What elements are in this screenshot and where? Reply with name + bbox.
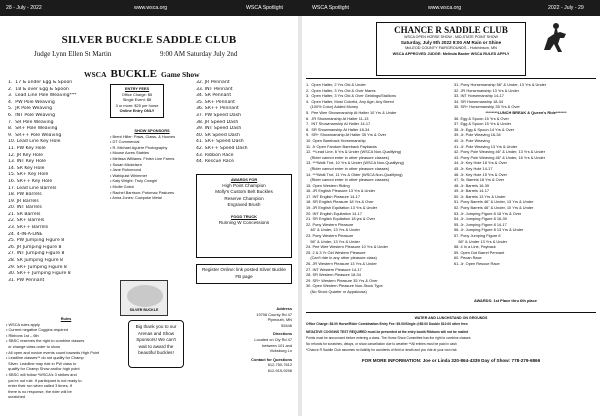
class-item: (Rider cannot enter in other pleasure classes)	[306, 154, 390, 160]
chance-r-location: McLEOD COUNTY FAIRGROUNDS - Hutchinson, MN	[405, 46, 497, 50]
rule-item: there is no response, the rider will be	[6, 388, 72, 394]
silver-buckle-judge: Judge Lynn Ellen St Martin	[34, 50, 112, 58]
class-item: 1. 17 & under Egg & Spoon	[8, 80, 73, 85]
rules-list	[6, 322, 126, 400]
chance-r-class-list-2	[454, 82, 598, 267]
left-site: www.wsca.org	[134, 5, 168, 11]
class-item: 10. Lead Line Key Hole	[8, 139, 61, 145]
class-item: 44. Jr. Key Hole 18 Yrs & Over	[454, 160, 507, 166]
class-item: (100% Color) Added Money	[306, 104, 359, 110]
sponsor-item: • Rachel Barrison: Potomac Pastures	[110, 189, 175, 195]
sponsors-heading: SHOW SPONSORS	[134, 128, 170, 133]
class-item: 7. SR Pole Weaving	[8, 119, 54, 125]
class-item: 22. SR+ Barrels	[8, 218, 45, 224]
register-text: Register Online: link posted Silver Buckle FB page	[201, 267, 286, 279]
class-item: 4. PW Pole Weaving	[8, 99, 55, 105]
class-item: 15. Open Western Riding	[306, 182, 350, 188]
address-heading: Address	[276, 306, 292, 311]
class-item: (No Stock Quarter or Appaloosa)	[306, 288, 367, 294]
water-notice: WATER AND LUNCHSTAND ON GROUNDS	[414, 316, 488, 320]
rule-item: or change class order to show	[6, 343, 61, 349]
entry-fee-line: Online Entry ONLY	[119, 108, 155, 114]
rule-item: qualify for Champ Show and/or high point	[6, 366, 80, 372]
class-item: 17. INT English Pleasure 14-17	[306, 193, 360, 199]
class-item: 56. Jr. Jumping Figure 8 13 Yrs & Under	[454, 227, 524, 233]
class-item: 33. INT Pennant	[196, 86, 233, 92]
class-item: 18. SR English Pleasure 18 Yrs & Over	[306, 199, 374, 205]
right-date: 2022 - July - 29	[548, 5, 584, 11]
class-item: 18. PW Barrels	[8, 192, 42, 198]
sponsor-item: • Susan Mickelsen	[110, 161, 142, 167]
class-item: (Rider cannot enter in other pleasure classes)	[306, 177, 390, 183]
silver-buckle-title: SILVER BUCKLE SADDLE CLUB	[61, 34, 237, 46]
class-item: 12. **Lead Line, 6 Yrs & Under (WSCA Non-Qualifying)	[306, 149, 402, 155]
class-item: 41. Jr. Pole Weaving 13 Yrs & Under	[454, 143, 518, 149]
class-item: 36. SR++ Pennant	[196, 106, 239, 112]
directions-line: Vicksburg Ln	[269, 348, 292, 354]
class-item: 32. JR Pennant	[196, 80, 230, 85]
right-site: www.wsca.org	[428, 5, 462, 11]
horse-rider-icon	[538, 20, 572, 56]
class-item: 11. PW Key Hole	[8, 145, 46, 151]
class-item: 5. Pee Wee Showmanship At Halter 10 Yrs & Under	[306, 109, 397, 115]
class-item: 6. JR Showmanship At Halter 11-13	[306, 115, 369, 121]
sponsor-item: • Melissa Williams: Finish Line Farms	[110, 155, 175, 161]
sponsor-item: • DT Commercial	[110, 139, 140, 145]
sponsor-item: • Moose Acres Stables	[110, 150, 149, 156]
address-block	[208, 306, 292, 374]
entry-fee-line: Office Charge: $5	[121, 91, 153, 97]
rule-item: • WSCA rules apply	[6, 321, 40, 327]
sponsor-item: • Brent Hiller: Paws, Claws, & Hooves	[110, 133, 176, 139]
class-item: 25. PW Jumping Figure 8	[8, 238, 65, 244]
awards-heading: AWARDS FOR	[230, 177, 258, 182]
class-item: 37. PW Speed Dash	[196, 112, 242, 118]
directions-line: Located on Cty Rd 47	[254, 336, 292, 342]
class-item: 44. Rescue Race	[196, 159, 234, 165]
class-item: 6. INT Pole Weaving	[8, 112, 56, 118]
class-item: (Can't ride in any other pleasure class)	[306, 255, 377, 261]
class-item: 30. Open Western Pleasure Non-Stock Type	[306, 283, 383, 289]
entry-fee-line: 3 or more: $25 per horse	[115, 102, 159, 108]
class-item: 23. Pony Western Pleasure	[306, 233, 354, 239]
rule-item: • SBSC reserves the right to combine classes	[6, 338, 85, 344]
rule-item: • Ribbons 1st – 6th	[6, 332, 39, 338]
address-line: 55446	[281, 322, 292, 328]
rule-item: enter their run when called 3 times. If	[6, 383, 72, 389]
class-item: 59. Open Dot Barrel Pennant	[454, 249, 505, 255]
register-box	[196, 264, 292, 284]
class-item: 8. SR+ Pole Weaving	[8, 126, 58, 132]
thanks-text: Big thank you to our Arenas and Show Sponsors! We can't wait to award the beautiful buckles!	[135, 324, 177, 356]
class-item: 58. 4 In a Line, Payback	[454, 244, 496, 250]
chance-r-header-box	[376, 22, 526, 76]
award-line: High Point Champion	[222, 182, 266, 188]
food-line: Running W Concessions	[218, 219, 270, 225]
logo-text: SILVER BUCKLE	[129, 308, 159, 312]
silver-buckle-page	[0, 18, 298, 414]
class-item: 9. SR++ Pole Weaving	[8, 132, 62, 138]
class-item: 27. INT Jumping Figure 8	[8, 251, 65, 257]
silver-buckle-time: 9:00 AM Saturday July 2nd	[160, 50, 238, 58]
footer-divider	[306, 312, 596, 313]
address-line: 19706 County Rd 47	[256, 311, 292, 317]
buckle-label: BUCKLE	[110, 68, 157, 80]
class-item: 16. SR++ Key Hole	[8, 178, 53, 184]
class-item: 52. Pony Barrels 46" & Under, 10 Yrs & Under	[454, 205, 534, 211]
class-item: 56" & Under, 13 Yrs & Under	[306, 238, 360, 244]
class-item: 33. INT Horsemanship 14-17	[454, 93, 504, 99]
class-item: 10. Open Bareback Horsemanship	[306, 137, 366, 143]
class-item: 19. JR Barrels	[8, 198, 39, 204]
rule-item: • Leadline classes** do not qualify for Champ	[6, 355, 84, 361]
rule-item: • SBSC will follow *WSCA's 3 strikes and	[6, 371, 77, 377]
class-item: 25. 2 & 3 Yr Old Western Pleasure	[306, 249, 366, 255]
class-item: 48. Jr. Barrels 16-39	[454, 182, 490, 188]
entry-fees-box	[110, 84, 164, 118]
food-heading: FOOD TRUCK	[231, 213, 257, 219]
class-item: 43. Ribbon Race	[196, 152, 234, 158]
sponsor-item: • Jane Rohnmond	[110, 167, 141, 173]
chance-r-date: Saturday, July 9th 2022 8:00 AM Rain or Shine	[400, 40, 502, 45]
class-item: 3. Lead Line Pole Weaving***	[8, 93, 77, 99]
rule-item: • All open and novice events count towards High Point	[6, 349, 100, 355]
rules-block	[6, 316, 126, 400]
class-item: 3. Open Halter, 3 Yrs Old & Over Geldings/Stallions	[306, 93, 396, 99]
sponsors-block	[110, 128, 194, 201]
award-line: Molly's Custom Belt Buckles	[215, 189, 273, 195]
rule-item: scratched	[6, 394, 26, 400]
class-item: 47. Sr. Barrels 18 Yrs & Over	[454, 177, 505, 183]
class-item: 2. 18 & over Egg & Spoon	[8, 86, 69, 92]
class-item: 23. SR++ Barrels	[8, 225, 49, 231]
contact-phone: 612-919-9296	[267, 367, 292, 373]
class-item: 55. Jr. Jumping Figure 8 14-17	[454, 221, 507, 227]
class-item: 24. 4-IN-A-LINE	[8, 231, 43, 237]
class-item: 54. Jr. Jumping Figure 8 16-39	[454, 216, 507, 222]
class-item: 49. Jr. Barrels 14-17	[454, 188, 490, 194]
class-item: 9. SR+ Showmanship At Halter 35 Yrs & Over	[306, 132, 387, 138]
class-item: 45. Jr. Key Hole 14-17	[454, 165, 493, 171]
class-item: 26. JR Jumping Figure 8	[8, 244, 62, 250]
left-publication: WSCA Spotlight	[246, 5, 283, 11]
class-item: 27. INT Western Pleasure 14-17	[306, 266, 362, 272]
class-item: 34. SR Horsemanship 18-34	[454, 98, 504, 104]
buckle-emblem	[127, 285, 163, 307]
class-item: 35. SR+ Pennant	[196, 99, 235, 105]
class-item: 31. Pony Horsemanship 56" & Under, 13 Yrs & Under	[454, 82, 547, 87]
class-item: 14. SR Key Hole	[8, 165, 45, 171]
class-item: 2. Open Halter, 3 Yrs Old & Over Mares	[306, 87, 376, 93]
entry-fee-line: Single Event: $8	[122, 97, 152, 103]
class-item: 34. SR Pennant	[196, 93, 232, 99]
class-item: 30. SR++ Jumping Figure 8	[8, 271, 71, 277]
class-item: (Rider cannot enter in other pleasure classes)	[306, 165, 390, 171]
class-item: 26. JR Western Pleasure 13 Yrs & Under	[306, 261, 377, 266]
class-item: 11. Jr Open Fandom Bareback Paybacks	[306, 143, 377, 149]
class-item: 19. JR English Equitation 13 Yrs & Under	[306, 205, 378, 211]
class-item: 20. INT Barrels	[8, 205, 42, 211]
fees-line: Office Charge: $6.00 Horse/Rider Combination Entry Fee: $9.00/Single @$5.00 Double $10.00 other fees	[306, 322, 468, 326]
class-item: 38. Jr. Egg & Spoon 14 Yrs & Over	[454, 126, 515, 132]
class-item: 57. Pony Jumping Figure 8	[454, 233, 501, 239]
sponsor-item: • Mollie Gotch	[110, 183, 135, 189]
rules-heading: Rules	[60, 316, 72, 321]
award-line: Reserve Champion	[224, 195, 264, 201]
class-item: 4. Open Halter, Most Colorful, Any Age; Any Breed	[306, 98, 394, 104]
directions-line: between 101 and	[262, 342, 292, 348]
class-item: 46. Jr. Key Hole 15 Yrs & Over	[454, 171, 507, 177]
class-item: 32. JR Horsemanship 13 Yrs & Under	[454, 87, 520, 93]
coggins-line: NEGATIVE COGGINS TEST REQUIRED must be presented at the entry booth Ribbons will not be mailed	[306, 330, 469, 334]
class-item: 13. ***Walk Trot, 10 Yrs & Under (WSCA Non-Qualifying)	[306, 160, 404, 166]
class-item: 1. Open Halter, 2 Yrs Old & Under	[306, 82, 366, 87]
contact-phone: 612-750-7612	[267, 362, 292, 368]
class-item: 16. JR English Pleasure 13 Yrs & Under	[306, 188, 376, 194]
class-item: 14. ***Walk Trot, 11 Yrs & Older (WSCA Non-Qualifying)	[306, 171, 403, 177]
class-item: 13. INT Key Hole	[8, 159, 46, 165]
chance-r-title: CHANCE R SADDLE CLUB	[394, 25, 508, 35]
class-item: 8. SR Showmanship At Halter 18-34	[306, 126, 370, 132]
points-line: Points must be announced before entering a class. The Horse Show Committee has the right to combine classes	[306, 336, 471, 340]
class-item: 35. SR+ Horsemanship 35 Yrs & Over	[454, 104, 520, 110]
class-item: 21. SR English Equitation 18 yrs & Over	[306, 216, 375, 222]
address-line: Plymouth, MN	[267, 317, 292, 323]
spread-header-strip	[0, 0, 600, 16]
class-item: 24. Pee Wee Western Pleasure 10 Yrs & Under	[306, 244, 388, 250]
class-item: 36. Egg & Spoon 15 Yrs & Over	[454, 115, 509, 121]
class-item: 5. JR Pole Weaving	[8, 106, 53, 112]
class-item: 39. INT Speed Dash	[196, 126, 242, 132]
class-item: 28. SR Jumping Figure 8	[8, 258, 63, 264]
class-item: 28. SR Western Pleasure 18-34	[306, 272, 361, 278]
awards-box	[196, 174, 292, 258]
chance-r-class-list	[306, 82, 451, 295]
game-show-label: Game Show	[160, 70, 200, 79]
wsca-label: WSCA	[84, 70, 107, 79]
silver-buckle-logo	[120, 280, 168, 316]
class-item: 31. PW Pennant	[8, 277, 45, 283]
header-divider	[306, 78, 596, 79]
class-item: 29. SR+ Jumping Figure 8	[8, 264, 67, 270]
sponsor-item: • Wahlquist Whimmer	[110, 172, 148, 178]
class-item: 42. Pony Pole Weaving 46" & Under, 13 Yrs & Under	[454, 149, 545, 155]
class-item: 40. SR Speed Dash	[196, 132, 240, 138]
directions-heading: Directions	[272, 331, 292, 337]
thanks-box	[128, 320, 184, 368]
class-item: 61. Jr. Open Rescue Race	[454, 261, 500, 266]
class-item: 50. Jr. Barrels 13 Yrs & Under	[454, 193, 506, 199]
class-item: 51. Pony Barrels 46" & Under, 13 Yrs & Under	[454, 199, 534, 205]
silver-buckle-class-list-2	[196, 80, 294, 166]
class-item: 38. JR Speed Dash	[196, 119, 239, 125]
class-item: 20. INT English Equitation 14-17	[306, 210, 362, 216]
rule-item: Silver. Leadline may ride in PW class to	[6, 360, 77, 366]
class-item: 40. Jr. Pole Weaving	[454, 137, 490, 143]
class-item: 56" & Under 13 Yrs & Under	[454, 238, 507, 244]
class-item: 42. SR++ Speed Dash	[196, 145, 248, 151]
class-item: 15. SR+ Key Hole	[8, 172, 49, 178]
award-line: Engraved Brush	[227, 202, 261, 208]
class-item: 29. SR+ Western Pleasure 35 Yrs & Over	[306, 277, 378, 283]
class-item: 43. Pony Pole Weaving 46" & Under, 16 Yrs & Under	[454, 154, 545, 160]
class-item: 21. SR Barrels	[8, 211, 41, 217]
class-item: 7. INT Showmanship At Halter 14-17	[306, 121, 371, 127]
sponsor-item: • Katy Wright: Truly Cowgirl	[110, 178, 158, 184]
class-item: 41. SR+ Speed Dash	[196, 139, 244, 145]
contact-heading: Contact for Questions	[251, 356, 292, 362]
sponsor-item: • Anna Jones: Cowpoke Metal	[110, 195, 162, 201]
entry-fees-heading: ENTRY FEES	[124, 86, 150, 91]
left-date: 28 - July - 2022	[6, 5, 42, 11]
class-item: 39. Jr. Pole Weaving 16-34	[454, 132, 501, 138]
class-item: 37. Egg & Spoon 15 Yrs & Under	[454, 121, 512, 127]
chance-r-awards: AWARDS: 1st Place thru 6th place	[474, 298, 537, 303]
class-item: 53. Jr. Jumping Figure 8 18 Yrs & Over	[454, 210, 522, 216]
liability-line: *Chance R Saddle Club assumes no liability for accidents of field or death and you ride at your own risk	[306, 348, 457, 352]
sponsor-item: • R. Michael Aguirre Photography	[110, 144, 168, 150]
silver-buckle-class-list	[8, 80, 106, 284]
sponsor-list	[110, 134, 194, 201]
right-publication: WSCA Spotlight	[312, 5, 349, 11]
class-item: 12. JR Key Hole	[8, 152, 43, 158]
more-info-line: FOR MORE INFORMATION: Joe or Linda 320-864-4339 Day of Show: 778-279-6866	[361, 358, 541, 363]
rule-item: you're out rule. If participant is not ready to	[6, 377, 82, 383]
class-item: 17. Lead Line Barrels	[8, 185, 57, 191]
class-item: 22. Pony Western Pleasure	[306, 221, 354, 227]
rule-item: • Current negative Coggins required	[6, 327, 68, 333]
refund-line: No refunds for scratches, delays, or show cancellation due to weather **All entries must be paid in cash	[306, 342, 457, 346]
chance-r-page	[302, 18, 600, 414]
chance-r-judge: WSCA APPROVED JUDGE: Melinda Baxter WSCA RULES APPLY	[392, 51, 510, 56]
class-item: 46" & Under, 13 Yrs & Under	[306, 227, 360, 233]
class-item: 60. Pecan Race	[454, 255, 482, 261]
chance-r-subtitle: WSCA OPEN HORSE SHOW - MID-STATE POINT SHOW	[404, 35, 498, 39]
class-item: ********LUNCH BREAK & Queen's Ride*******	[485, 109, 567, 115]
